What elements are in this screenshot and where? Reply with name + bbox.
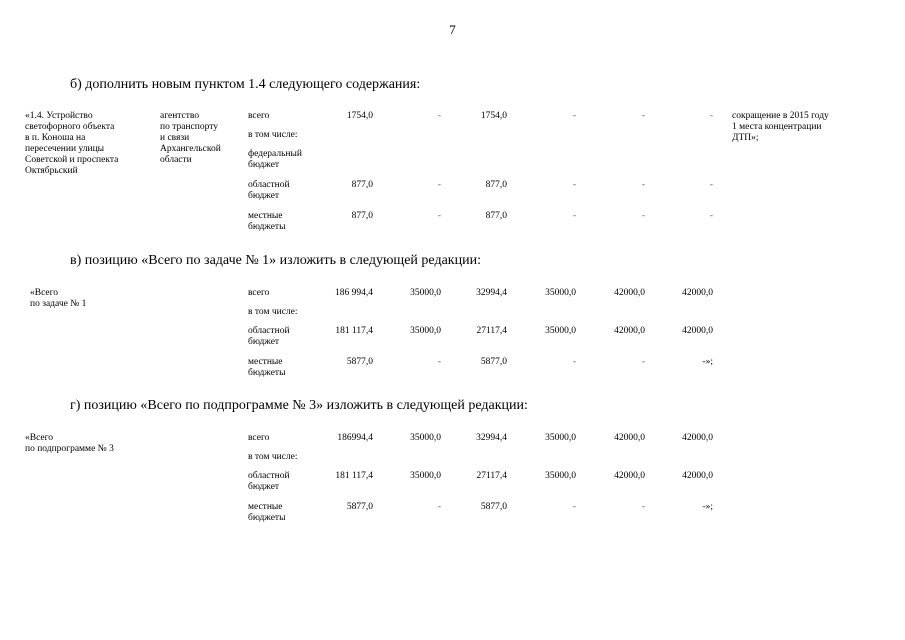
table-cell: - xyxy=(437,211,441,221)
section-g-heading: г) позицию «Всего по подпрограмме № 3» изложить в следующей редакции: xyxy=(70,398,528,413)
table-cell: 35000,0 xyxy=(545,326,576,336)
table-cell: 181 117,4 xyxy=(335,471,373,481)
row-label: всего xyxy=(248,433,270,443)
table-cell: 181 117,4 xyxy=(335,326,373,336)
row-label: всего xyxy=(248,111,270,121)
row-label: в том числе: xyxy=(248,452,298,462)
section-b-executor: агентство по транспорту и связи Архангельской области xyxy=(160,111,221,165)
table-cell: - xyxy=(709,211,713,221)
table-cell: 42000,0 xyxy=(614,433,645,443)
section-b-heading: б) дополнить новым пунктом 1.4 следующего содержания: xyxy=(70,77,421,92)
table-cell: 5877,0 xyxy=(480,357,507,367)
table-cell: - xyxy=(641,211,645,221)
row-label: всего xyxy=(248,288,270,298)
section-v-heading: в) позицию «Всего по задаче № 1» изложить в следующей редакции: xyxy=(70,253,481,268)
table-cell: -»; xyxy=(702,502,713,512)
table-cell: - xyxy=(709,111,713,121)
section-g-item-name: «Всего по подпрограмме № 3 xyxy=(25,433,114,454)
row-label: областной бюджет xyxy=(248,180,290,201)
table-cell: 35000,0 xyxy=(545,433,576,443)
table-cell: - xyxy=(641,180,645,190)
table-cell: - xyxy=(572,357,576,367)
table-cell: - xyxy=(437,180,441,190)
table-cell: - xyxy=(437,502,441,512)
table-cell: 42000,0 xyxy=(614,326,645,336)
row-label: местные бюджеты xyxy=(248,357,286,378)
row-label: местные бюджеты xyxy=(248,502,286,523)
table-cell: 42000,0 xyxy=(682,326,713,336)
table-cell: - xyxy=(641,502,645,512)
table-cell: 35000,0 xyxy=(545,471,576,481)
table-cell: 35000,0 xyxy=(410,326,441,336)
table-cell: - xyxy=(641,111,645,121)
table-cell: 32994,4 xyxy=(476,288,507,298)
table-cell: - xyxy=(572,211,576,221)
table-cell: - xyxy=(572,180,576,190)
table-cell: 877,0 xyxy=(351,180,373,190)
table-cell: - xyxy=(572,502,576,512)
table-cell: -»; xyxy=(702,357,713,367)
table-cell: 5877,0 xyxy=(346,357,373,367)
table-cell: 5877,0 xyxy=(346,502,373,512)
section-b-result: сокращение в 2015 году 1 места концентрации ДТП»; xyxy=(732,111,829,143)
table-cell: - xyxy=(437,111,441,121)
row-label: федеральный бюджет xyxy=(248,149,302,170)
table-cell: 32994,4 xyxy=(476,433,507,443)
table-cell: 877,0 xyxy=(351,211,373,221)
page-number: 7 xyxy=(449,22,456,37)
table-cell: 42000,0 xyxy=(682,433,713,443)
table-cell: 35000,0 xyxy=(410,433,441,443)
table-cell: 1754,0 xyxy=(480,111,507,121)
table-cell: 35000,0 xyxy=(410,288,441,298)
table-cell: - xyxy=(641,357,645,367)
table-cell: 42000,0 xyxy=(682,471,713,481)
row-label: местные бюджеты xyxy=(248,211,286,232)
table-cell: 186 994,4 xyxy=(335,288,373,298)
table-cell: 42000,0 xyxy=(614,471,645,481)
table-cell: 35000,0 xyxy=(410,471,441,481)
table-cell: 27117,4 xyxy=(476,326,507,336)
section-b-item-name: «1.4. Устройство светофорного объекта в п. Коноша на пересечении улицы Советской и проспекта Октябрьский xyxy=(25,111,119,176)
table-cell: 27117,4 xyxy=(476,471,507,481)
table-cell: 877,0 xyxy=(485,211,507,221)
section-v-item-name: «Всего по задаче № 1 xyxy=(30,288,87,309)
table-cell: 1754,0 xyxy=(346,111,373,121)
table-cell: 42000,0 xyxy=(614,288,645,298)
table-cell: - xyxy=(437,357,441,367)
table-cell: 877,0 xyxy=(485,180,507,190)
row-label: областной бюджет xyxy=(248,471,290,492)
table-cell: 186994,4 xyxy=(337,433,373,443)
row-label: в том числе: xyxy=(248,130,298,140)
table-cell: 42000,0 xyxy=(682,288,713,298)
table-cell: - xyxy=(572,111,576,121)
row-label: в том числе: xyxy=(248,307,298,317)
table-cell: 35000,0 xyxy=(545,288,576,298)
table-cell: - xyxy=(709,180,713,190)
table-cell: 5877,0 xyxy=(480,502,507,512)
row-label: областной бюджет xyxy=(248,326,290,347)
